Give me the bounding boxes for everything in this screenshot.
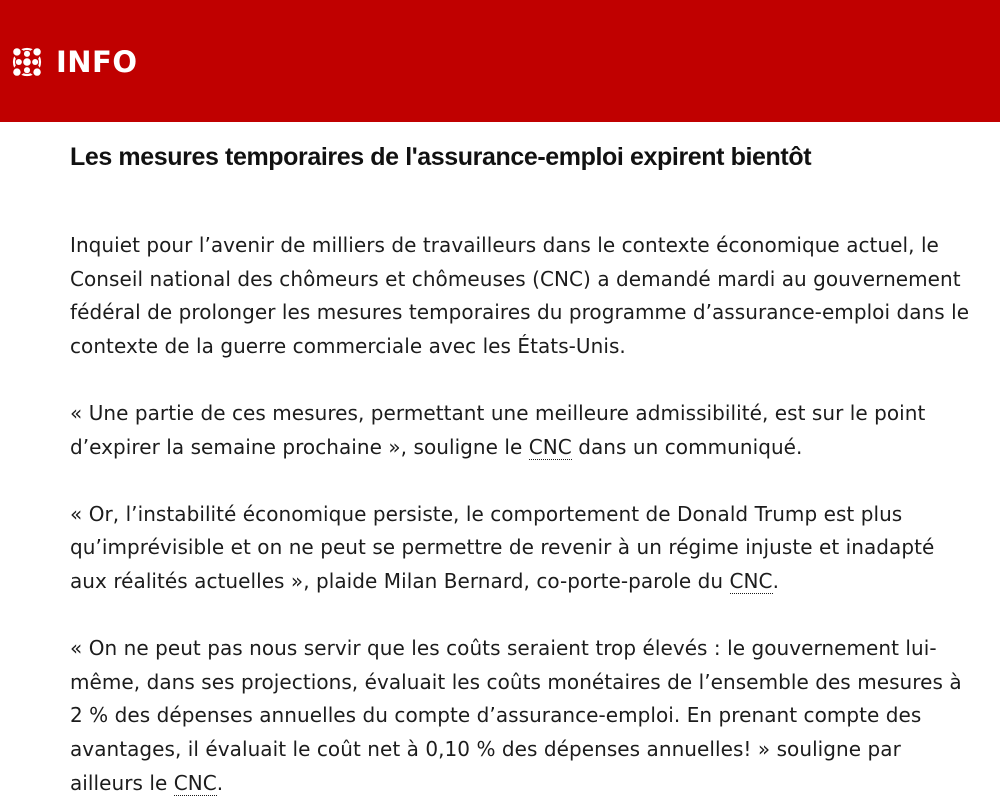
info-home-link[interactable] xyxy=(8,42,138,82)
cnc-acronym[interactable]: CNC xyxy=(528,434,572,459)
article-paragraph-1: Inquiet pour l’avenir de milliers de travailleurs dans le contexte économique actuel, le Conseil national des chômeurs et chômeuses (CNC) a demandé mardi au gouvernement fédéral de prolonger les mesures temporaires du programme d’assurance-emploi dans le contexte de la guerre commerciale avec les États-Unis. xyxy=(70,233,970,358)
article xyxy=(70,122,970,800)
paragraph-4-text: « On ne peut pas nous servir que les coûts seraient trop élevés : le gouvernement lui-même, dans ses projections, évaluait les coûts monétaires de l’ensemble des mesures à 2 % des dépenses annuelles du compte d’assurance-emploi. En prenant compte des avantages, il évaluait le coût net à 0,10 % des dépenses annuelles! » souligne par ailleurs le xyxy=(70,636,962,795)
top-banner xyxy=(0,0,1000,122)
paragraph-3-text-end: . xyxy=(772,568,779,593)
article-paragraph-3 xyxy=(70,498,970,599)
radio-canada-gem-icon xyxy=(8,43,46,81)
paragraph-2-text: « Une partie de ces mesures, permettant une meilleure admissibilité, est sur le point d’expirer la semaine prochaine », souligne le xyxy=(70,400,926,459)
article-paragraph-2 xyxy=(70,397,970,464)
brand-label: INFO xyxy=(56,45,138,79)
paragraph-3-text: « Or, l’instabilité économique persiste, le comportement de Donald Trump est plus qu’imprévisible et on ne peut se permettre de revenir à un régime injuste et inadapté aux réalités actuelles », plaide Milan Bernard, co-porte-parole du xyxy=(70,501,935,593)
article-paragraph-4 xyxy=(70,632,970,800)
paragraph-2-text-end: dans un communiqué. xyxy=(571,434,803,459)
paragraph-4-text-end: . xyxy=(216,770,224,795)
cnc-acronym[interactable]: CNC xyxy=(729,568,773,593)
article-headline: Les mesures temporaires de l'assurance-emploi expirent bientôt xyxy=(70,143,812,171)
cnc-acronym[interactable]: CNC xyxy=(173,770,217,795)
